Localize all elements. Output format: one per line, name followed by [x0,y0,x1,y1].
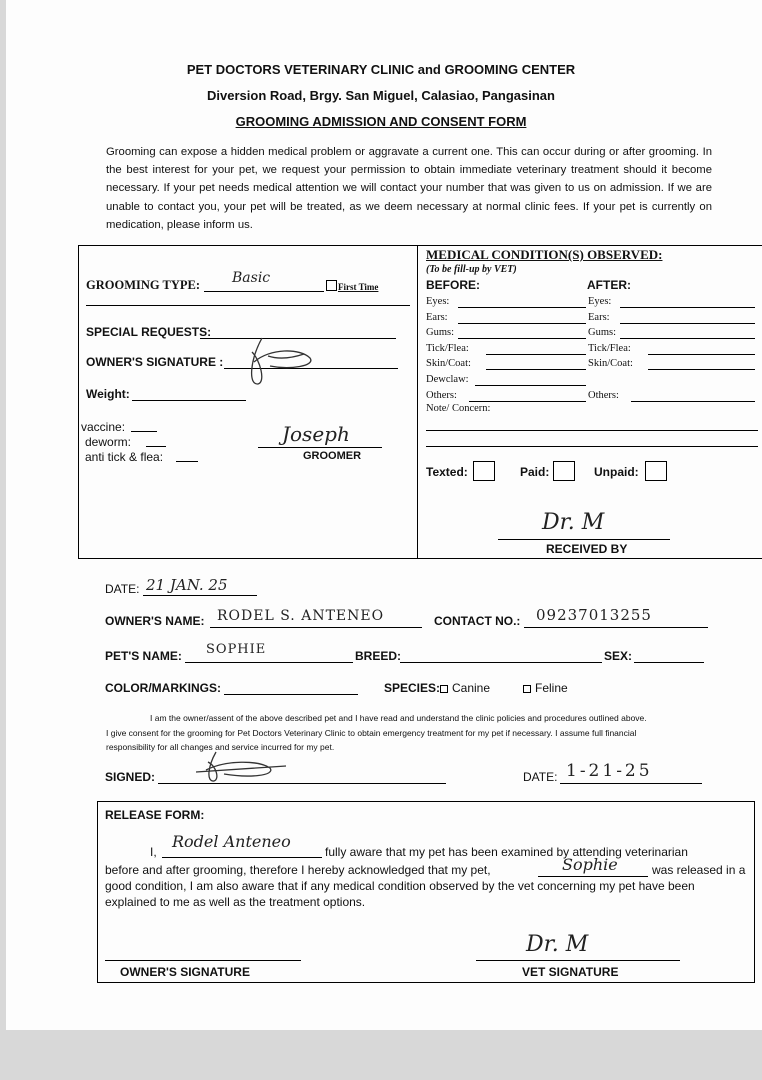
vaccine-label: vaccine: [81,420,126,434]
release-owner-signature-label: OWNER'S SIGNATURE [120,965,250,979]
received-by-line [498,539,670,540]
sex-label: SEX: [604,649,633,663]
color-label: COLOR/MARKINGS: [105,681,221,695]
species-label: SPECIES: [384,681,441,695]
anti-tick-line[interactable] [176,461,198,462]
release-text-4: good condition, I am also aware that if any medical condition observed by the vet concerning my pet have been [105,879,695,893]
special-requests-label: SPECIAL REQUESTS: [86,325,212,339]
after-field-line[interactable] [648,354,755,355]
panel-divider [417,245,418,558]
color-line[interactable] [224,694,358,695]
consent-line-3: responsibility for all changes and service incurred for my pet. [106,742,335,752]
grooming-type-label: GROOMING TYPE: [86,278,201,292]
release-owner-line [162,857,322,858]
owner-signature-label: OWNER'S SIGNATURE : [86,355,224,369]
after-field-line[interactable] [648,369,755,370]
medical-title: MEDICAL CONDITION(S) OBSERVED: [426,247,663,262]
before-field-label: Others: [426,389,457,401]
breed-line[interactable] [400,662,602,663]
before-field-label: Skin/Coat: [426,358,471,370]
clinic-address: Diversion Road, Brgy. San Miguel, Calasiao, Pangasinan [207,88,555,103]
weight-line[interactable] [132,400,246,401]
form-title: GROOMING ADMISSION AND CONSENT FORM [235,114,527,129]
contact-line [524,627,708,628]
date-value[interactable]: 21 JAN. 25 [146,576,228,594]
after-field-label: Ears: [588,311,610,323]
first-time-checkbox[interactable] [326,280,337,291]
received-by-value[interactable]: Dr. M [542,510,605,535]
after-field-label: Gums: [588,327,617,339]
release-text-5: explained to me as well as the treatment options. [105,895,366,909]
after-label: AFTER: [587,278,631,292]
deworm-line[interactable] [146,446,166,447]
contact-label: CONTACT NO.: [434,614,521,628]
after-field-label: Tick/Flea: [588,342,631,354]
canine-label: Canine [452,681,491,695]
unpaid-label: Unpaid: [594,465,639,479]
before-field-line[interactable] [475,385,586,386]
owner-name-line [210,627,422,628]
weight-label: Weight: [86,387,130,401]
clinic-name: PET DOCTORS VETERINARY CLINIC and GROOMING CENTER [186,62,576,77]
release-pet-value[interactable]: Sophie [562,855,618,874]
before-field-label: Ears: [426,311,448,323]
grooming-type-value[interactable]: Basic [232,270,271,286]
consent-line-1: I am the owner/assent of the above described pet and I have read and understand the clinic policies and procedures outlined above. [150,713,647,723]
note-line-2[interactable] [426,446,758,447]
vet-signature-value[interactable]: Dr. M [526,932,589,957]
after-field-line[interactable] [620,338,755,339]
received-by-label: RECEIVED BY [546,542,628,556]
after-field-label: Skin/Coat: [588,358,633,370]
consent-date-label: DATE: [523,770,558,784]
groomer-line [258,447,382,448]
paid-checkbox[interactable] [553,461,575,481]
after-field-line[interactable] [631,401,755,402]
owner-signature-mark [240,330,320,388]
before-field-line[interactable] [486,369,586,370]
pet-name-value[interactable]: SOPHIE [206,642,267,657]
owner-name-value[interactable]: RODEL S. ANTENEO [217,608,385,624]
before-field-line[interactable] [458,323,586,324]
texted-checkbox[interactable] [473,461,495,481]
release-text-2: before and after grooming, therefore I hereby acknowledged that my pet, [105,863,491,877]
groomer-value[interactable]: Joseph [282,422,350,446]
consent-date-value[interactable]: 1-21-25 [566,761,653,781]
release-owner-signature-line[interactable] [105,960,301,961]
grooming-type-line [204,291,324,292]
contact-value[interactable]: 09237013255 [536,606,652,624]
before-field-line[interactable] [486,354,586,355]
anti-tick-label: anti tick & flea: [85,450,164,464]
texted-label: Texted: [426,465,468,479]
unpaid-checkbox[interactable] [645,461,667,481]
after-field-line[interactable] [620,323,755,324]
date-line [143,595,257,596]
note-line-1[interactable] [426,430,758,431]
feline-checkbox[interactable] [523,685,531,693]
before-label: BEFORE: [426,278,480,292]
release-text-1: fully aware that my pet has been examined by attending veterinarian [325,845,688,859]
signed-label: SIGNED: [105,770,156,784]
release-title: RELEASE FORM: [105,808,205,822]
feline-label: Feline [535,681,568,695]
deworm-label: deworm: [85,435,132,449]
release-pet-line [538,876,648,877]
medical-subtitle: (To be fill-up by VET) [426,264,517,275]
note-label: Note/ Concern: [426,403,491,414]
breed-label: BREED: [355,649,402,663]
after-field-label: Others: [588,389,619,401]
before-field-label: Eyes: [426,296,450,307]
before-field-label: Gums: [426,327,455,339]
consent-date-line [560,783,702,784]
before-field-line[interactable] [458,307,586,308]
sex-line[interactable] [634,662,704,663]
paid-label: Paid: [520,465,550,479]
vet-signature-label: VET SIGNATURE [522,965,619,979]
release-owner-value[interactable]: Rodel Anteneo [172,832,291,851]
pet-name-label: PET'S NAME: [105,649,182,663]
before-field-line[interactable] [469,401,586,402]
consent-signature-mark [196,748,286,788]
release-text-3: was released in a [652,863,746,877]
before-field-label: Tick/Flea: [426,342,469,354]
groomer-label: GROOMER [303,450,362,462]
vaccine-line[interactable] [131,431,157,432]
before-field-label: Dewclaw: [426,374,469,385]
date-label: DATE: [105,582,140,596]
pet-name-line [185,662,353,663]
after-field-line[interactable] [620,307,755,308]
before-field-line[interactable] [458,338,586,339]
release-prefix: I, [150,845,157,859]
vet-signature-line [476,960,680,961]
grooming-type-extra-line [86,305,410,306]
canine-checkbox[interactable] [440,685,448,693]
owner-name-label: OWNER'S NAME: [105,614,205,628]
after-field-label: Eyes: [588,296,612,307]
consent-line-2: I give consent for the grooming for Pet Doctors Veterinary Clinic to obtain emergency treatment for my pet if necessary. I assume full financial [106,728,637,738]
first-time-label: First Time [338,282,379,292]
intro-paragraph: Grooming can expose a hidden medical problem or aggravate a current one. This can occur during or after grooming. In the best interest for your pet, we request your permission to obtain immediate veterinary treatment should it become necessary. If your pet needs medical attention we will contact your number that was given to us on admission. If we are unable to contact you, your pet will be treated, as we deem necessary at normal clinic fees. If your pet is currently on medication, please inform us. [106,146,712,231]
